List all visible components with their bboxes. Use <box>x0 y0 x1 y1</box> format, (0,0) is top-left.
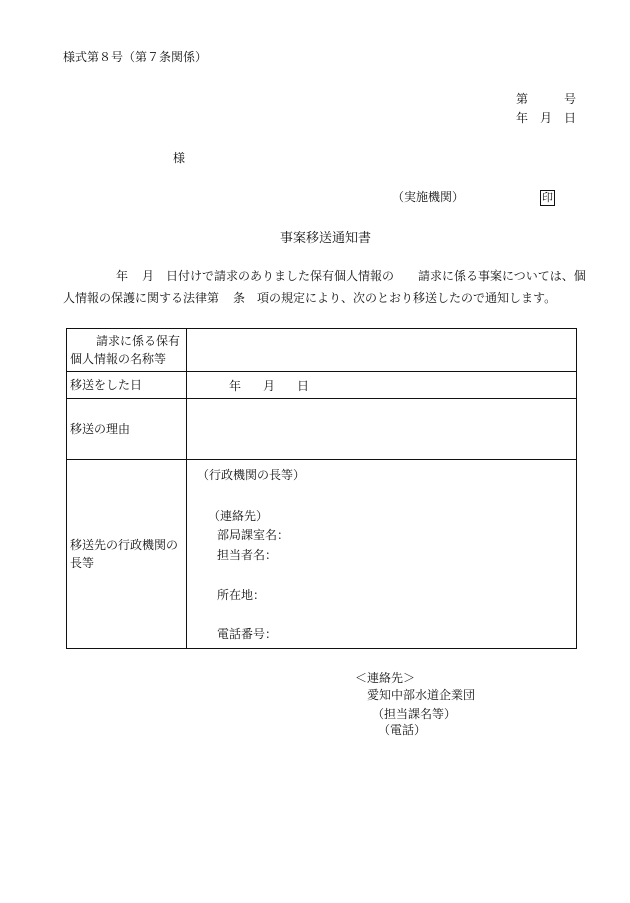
addressee-suffix: 様 <box>173 151 186 165</box>
table-row <box>67 460 577 649</box>
footer-department: （担当課名等） <box>372 707 457 721</box>
transfer-reason-value <box>187 399 577 460</box>
footer-organization: 愛知中部水道企業団 <box>367 688 476 702</box>
body-text-2c: 項の規定により、次のとおり移送したので通知します。 <box>257 291 557 305</box>
form-number: 様式第８号（第７条関係） <box>63 50 208 64</box>
transfer-date-value <box>187 372 577 399</box>
body-text-1b: 請求に係る事案については、個 <box>418 269 586 283</box>
day-label: 日 <box>564 111 577 125</box>
dai-label: 第 <box>516 92 529 106</box>
transfer-year: 年 <box>229 378 242 393</box>
document-date-line <box>516 110 576 126</box>
label-line: 請求に係る保有 <box>96 334 181 348</box>
body-line-1 <box>116 268 586 284</box>
transfer-details-table <box>66 328 577 649</box>
transfer-day: 日 <box>297 378 310 393</box>
document-number-line <box>516 91 576 107</box>
transfer-month: 月 <box>263 378 276 393</box>
table-row <box>67 329 577 372</box>
destination-address-label: 所在地： <box>217 588 266 602</box>
personal-info-name-value <box>187 329 577 372</box>
destination-head-caption: （行政機関の長等） <box>197 468 306 482</box>
footer-phone: （電話） <box>378 723 427 737</box>
row-label-transfer-date: 移送をした日 <box>67 372 187 399</box>
row-label-transfer-reason: 移送の理由 <box>67 399 187 460</box>
destination-dept-label: 部局課室名： <box>217 528 290 542</box>
seal-glyph: 印 <box>542 191 553 204</box>
table-row <box>67 399 577 460</box>
label-line: 移送先の行政機関の <box>70 538 179 552</box>
label-line: 個人情報の名称等 <box>70 352 167 366</box>
row-label-destination-head <box>67 460 187 649</box>
footer-contact-heading: ＜連絡先＞ <box>355 671 416 685</box>
month-label: 月 <box>540 111 553 125</box>
implementing-agency: （実施機関） <box>392 190 465 204</box>
go-label: 号 <box>564 92 577 106</box>
row-label-personal-info-name <box>67 329 187 372</box>
destination-head-value <box>187 460 577 649</box>
document-title: 事案移送通知書 <box>280 231 372 246</box>
body-text-2b: 条 <box>233 291 246 305</box>
destination-contact-caption: （連絡先） <box>208 509 269 523</box>
body-month: 月 <box>142 269 155 283</box>
body-line-2 <box>63 290 556 306</box>
table-row <box>67 372 577 399</box>
destination-phone-label: 電話番号： <box>217 627 278 641</box>
body-text-1a: 日付けで請求のありました保有個人情報の <box>166 269 395 283</box>
destination-person-label: 担当者名： <box>217 548 278 562</box>
body-year: 年 <box>116 269 129 283</box>
body-text-2a: 人情報の保護に関する法律第 <box>63 291 220 305</box>
seal-mark <box>540 189 555 206</box>
year-label: 年 <box>516 111 529 125</box>
label-line: 長等 <box>70 556 95 570</box>
